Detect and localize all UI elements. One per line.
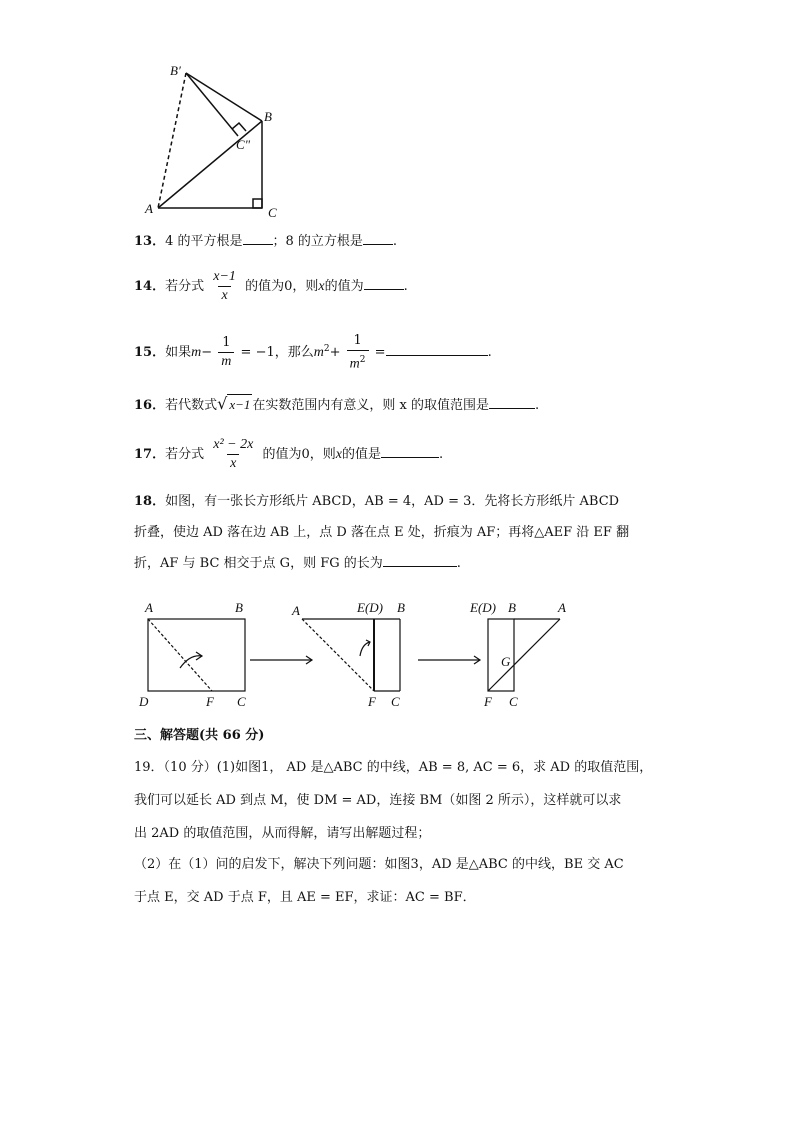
question-16: 16．若代数式√ x−1 在实数范围内有意义，则 x 的取值范围是 . xyxy=(134,394,540,413)
fig3-a: A xyxy=(558,600,566,615)
question-19: 19．（10 分）(1)如图1， AD 是△ABC 的中线，AB = 8, AC = 6，求 AD 的取值范围， 我们可以延长 AD 到点 M，使 DM = AD，连接 BM（如图 2 所示），这样就可以求 出 2AD 的取值范围，从而得解，请写出解题过程； （2）在（1）问的启发下，解决下列问题：如图3，AD 是△ABC 的中线，BE 交 AC 于点 E，交 AD 于点 F，且 AE = EF，求证：AC = BF． xyxy=(134,760,653,905)
fig3-g: G xyxy=(501,654,511,669)
fig3-ed: E(D) xyxy=(470,600,496,615)
fig1-c: C xyxy=(237,694,246,709)
fig2-b: B xyxy=(397,600,405,615)
fig2-c: C xyxy=(391,694,400,709)
label-b-prime: B′ xyxy=(170,63,181,78)
label-a: A xyxy=(145,201,153,216)
question-13: 13．4 的平方根是 ；8 的立方根是 . xyxy=(134,234,398,249)
fig1-d: D xyxy=(139,694,149,709)
label-c: C xyxy=(268,205,277,220)
question-14: 14．若分式 $\frac{x-1}{x}$ 的值为0，则x的值为 . xyxy=(134,269,408,303)
fig1-a: A xyxy=(145,600,153,615)
question-15: 15．如果m− $\frac{1}{m}$ = −1，那么$m^2+$ $\frac{1}{m^2}$ = . xyxy=(134,333,492,372)
question-18: 18．如图，有一张长方形纸片 ABCD，AB = 4，AD = 3．先将长方形纸片 ABCD 折叠，使边 AD 落在边 AB 上，点 D 落在点 E 处，折痕为 AF；再将△AEF 沿 EF 翻 折，AF 与 BC 相交于点 G，则 FG 的长为 . xyxy=(134,494,630,571)
fig3-f: F xyxy=(484,694,492,709)
fig2-ed: E(D) xyxy=(357,600,383,615)
fraction: $\frac{x-1}{x}$ xyxy=(213,269,236,303)
section-heading: 三、解答题(共 66 分) xyxy=(134,728,265,743)
fold-figure xyxy=(130,598,590,718)
fig2-a: A xyxy=(292,603,300,618)
fig1-b: B xyxy=(235,600,243,615)
fig3-c: C xyxy=(509,694,518,709)
question-17: 17．若分式 $\frac{\text{x² − 2x}}{x}$ 的值为0，则x的值是 . xyxy=(134,437,444,471)
fig2-f: F xyxy=(368,694,376,709)
label-b: B xyxy=(264,109,272,124)
label-c-double: C" xyxy=(236,137,251,152)
triangle-figure xyxy=(140,60,300,225)
fig3-b: B xyxy=(508,600,516,615)
fig1-f: F xyxy=(206,694,214,709)
